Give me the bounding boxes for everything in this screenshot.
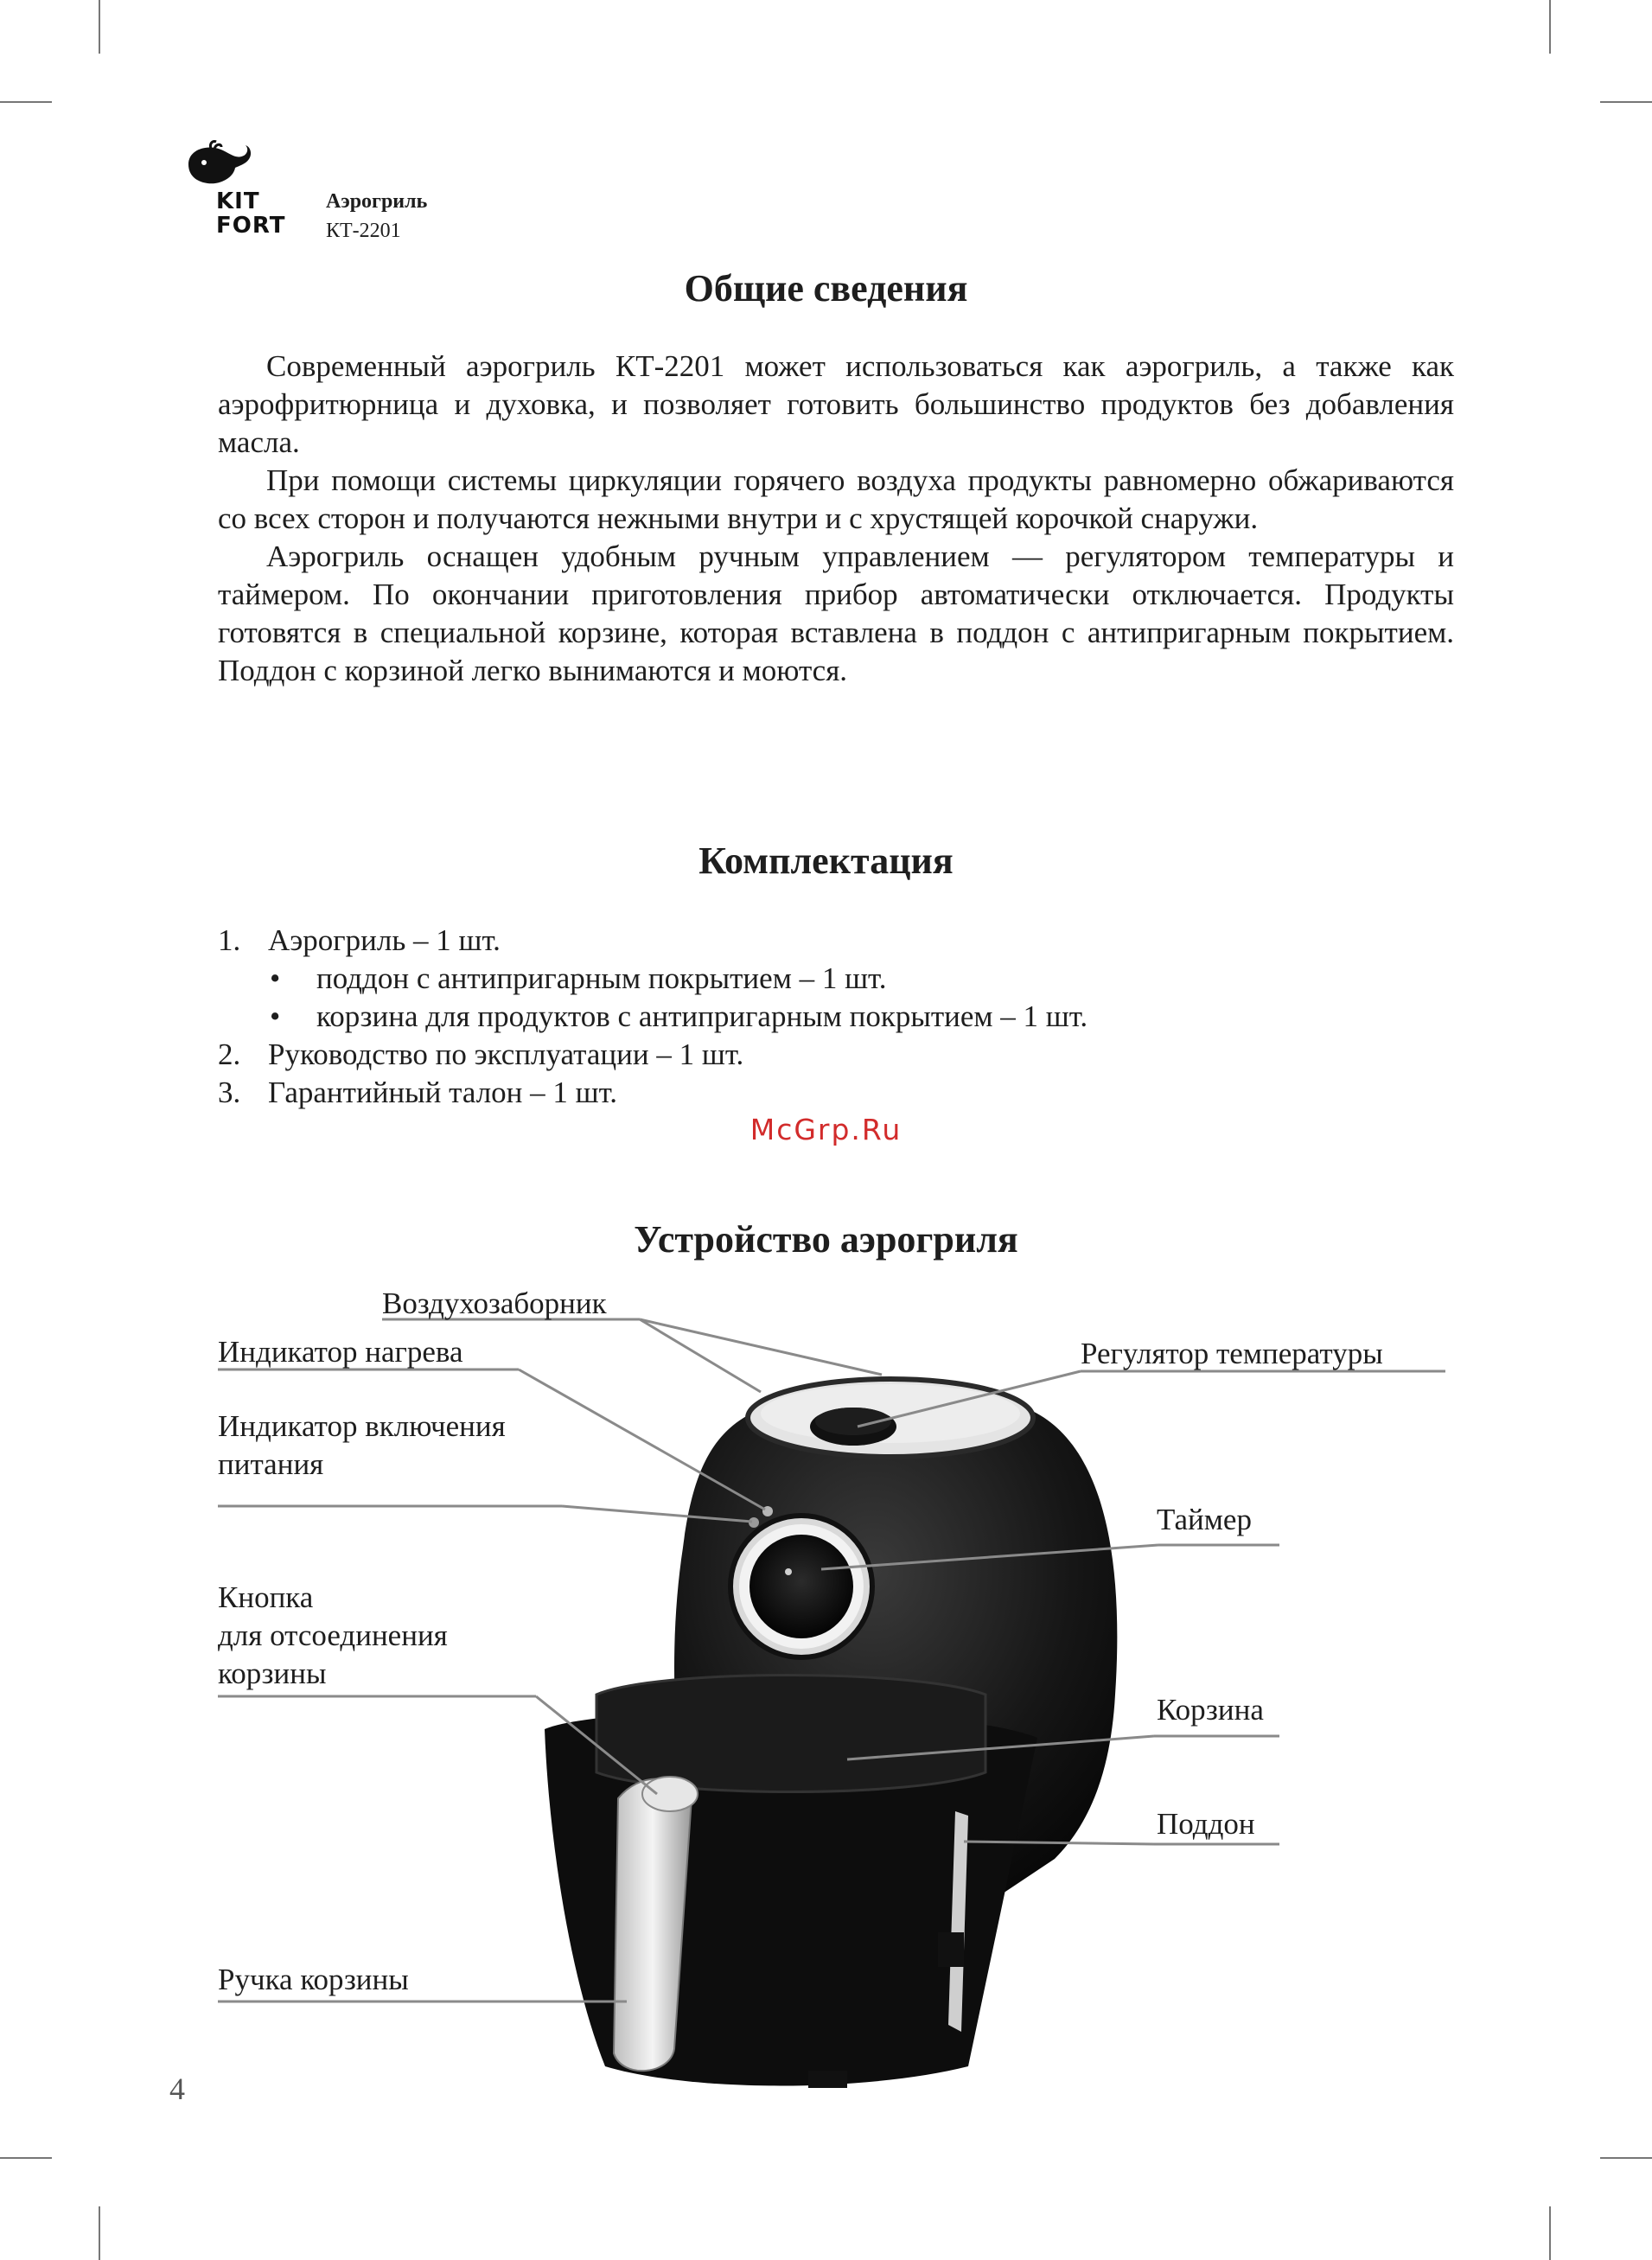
item-text: Гарантийный талон – 1 шт.	[268, 1076, 618, 1109]
page-number: 4	[169, 2072, 185, 2106]
brand-line-2: FORT	[216, 213, 286, 239]
item-number: 1.	[218, 923, 241, 957]
item-text: поддон с антипригарным покрытием – 1 шт.	[316, 961, 887, 995]
timer-knob	[749, 1535, 853, 1638]
label-temp-regulator: Регулятор температуры	[1081, 1337, 1383, 1370]
label-air-intake: Воздухозаборник	[382, 1286, 607, 1320]
crop-mark	[0, 2157, 52, 2159]
crop-mark	[99, 2206, 100, 2260]
brand-logo	[185, 138, 306, 242]
label-basket: Корзина	[1157, 1693, 1264, 1727]
crop-mark	[1549, 0, 1551, 54]
crop-mark	[1600, 2157, 1652, 2159]
label-timer: Таймер	[1157, 1503, 1252, 1536]
section-title-device: Устройство аэрогриля	[634, 1218, 1018, 1261]
section-title-package: Комплектация	[698, 840, 954, 882]
section-title-general: Общие сведения	[684, 267, 968, 310]
label-release-button	[218, 1579, 448, 1693]
general-text	[218, 348, 1454, 690]
paragraph: При помощи системы циркуляции горячего воздуха продукты равномерно обжариваются со всех сторон и получаются нежными внутри и с хрустящей корочкой снаружи.	[218, 463, 1454, 535]
bullet: •	[270, 961, 281, 995]
label-line: питания	[218, 1447, 324, 1481]
item-text: корзина для продуктов с антипригарным покрытием – 1 шт.	[316, 999, 1088, 1033]
product-model: КТ-2201	[326, 220, 401, 242]
basket	[596, 1676, 985, 1792]
label-heat-indicator: Индикатор нагрева	[218, 1335, 463, 1369]
watermark: McGrp.Ru	[749, 1113, 903, 1146]
bullet: •	[270, 999, 281, 1033]
label-line: Кнопка	[218, 1580, 314, 1614]
crop-mark	[99, 0, 100, 54]
item-text: Руководство по эксплуатации – 1 шт.	[268, 1037, 744, 1071]
label-power-indicator	[218, 1408, 506, 1484]
device-diagram	[0, 1288, 1652, 2101]
release-button	[642, 1777, 698, 1811]
item-number: 2.	[218, 1037, 241, 1071]
paragraph: Аэрогриль оснащен удобным ручным управлением — регулятором температуры и таймером. По окончании приготовления прибор автоматически отключается. Продукты готовятся в специальной корзине, которая вставлена в поддон с антипригарным покрытием. Поддон с корзиной легко вынимаются и моются.	[218, 539, 1454, 687]
whale-icon	[185, 138, 254, 190]
item-text: Аэрогриль – 1 шт.	[268, 923, 501, 957]
label-line: для отсоединения	[218, 1618, 448, 1652]
paragraph: Современный аэрогриль КТ-2201 может использоваться как аэрогриль, а также как аэрофритюрница и духовка, и позволяет готовить большинство продуктов без добавления масла.	[218, 349, 1454, 459]
crop-mark	[1549, 2206, 1551, 2260]
label-tray: Поддон	[1157, 1807, 1255, 1841]
item-number: 3.	[218, 1076, 241, 1109]
crop-mark	[0, 101, 52, 103]
crop-mark	[1600, 101, 1652, 103]
label-basket-handle: Ручка корзины	[218, 1963, 409, 1996]
product-title: Аэрогриль	[326, 190, 428, 213]
label-line: Индикатор включения	[218, 1409, 506, 1443]
brand-line-1: KIT	[216, 188, 260, 214]
doc-header	[326, 187, 427, 246]
label-line: корзины	[218, 1657, 327, 1690]
